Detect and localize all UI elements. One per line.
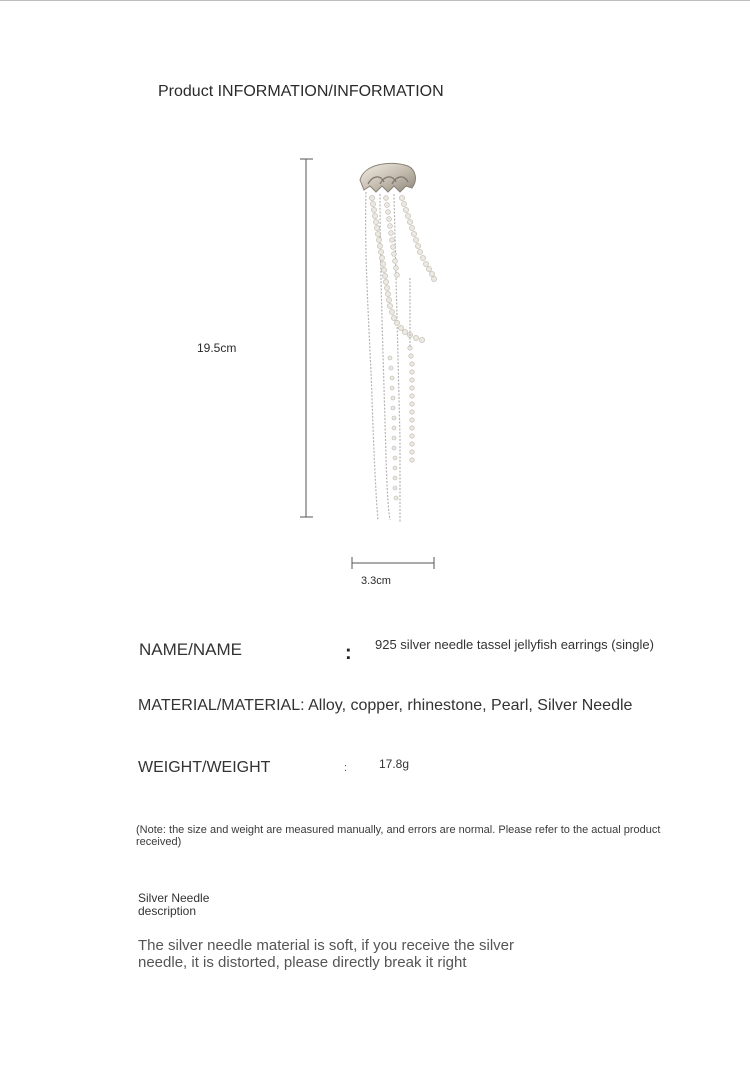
silver-needle-description: The silver needle material is soft, if you receive the silver needle, it is distorted, please directly break it right <box>138 937 514 971</box>
name-colon: : <box>345 642 352 664</box>
weight-label: WEIGHT/WEIGHT <box>138 759 271 776</box>
page-title: Product INFORMATION/INFORMATION <box>158 83 444 100</box>
name-label: NAME/NAME <box>139 640 242 659</box>
silver-needle-title: Silver Needle description <box>138 891 210 918</box>
weight-colon: : <box>344 762 348 774</box>
name-value: 925 silver needle tassel jellyfish earrings (single) <box>375 637 654 652</box>
width-label: 3.3cm <box>361 575 391 587</box>
material-line: MATERIAL/MATERIAL: Alloy, copper, rhinestone, Pearl, Silver Needle <box>138 697 633 714</box>
weight-value: 17.8g <box>379 757 410 771</box>
measurement-note: (Note: the size and weight are measured manually, and errors are normal. Please refer to the actual product received) <box>136 824 661 848</box>
height-label: 19.5cm <box>197 341 237 355</box>
jellyfish-earring-image <box>350 158 450 528</box>
